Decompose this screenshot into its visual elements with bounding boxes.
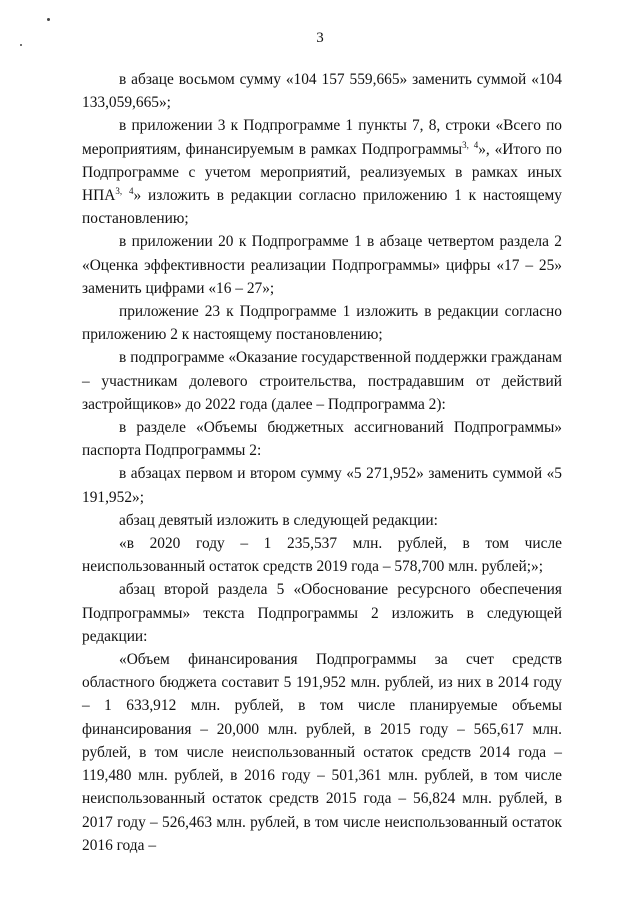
page-number: 3	[316, 30, 324, 46]
paragraph-text: » изложить в редакции согласно приложению 1 к настоящему постановлению;	[82, 187, 562, 228]
footnote-ref: 4	[473, 139, 479, 150]
paragraph: в разделе «Объемы бюджетных ассигнований Подпрограммы» паспорта Подпрограммы 2:	[82, 419, 562, 460]
footnote-ref: 3,	[115, 185, 123, 196]
paragraph: абзац второй раздела 5 «Обоснование ресурсного обеспечения Подпрограммы» текста Подпрограммы 2 изложить в следующей редакции:	[82, 581, 562, 645]
paragraph-text: в приложении 3 к Подпрограмме 1 пункты 7, 8, строки «Всего по мероприятиям, финансируемым в рамках Подпрограммы	[82, 117, 562, 158]
paragraph: абзац девятый изложить в следующей редакции:	[119, 511, 438, 529]
footnote-ref: 4	[128, 185, 134, 196]
paragraph: в абзацах первом и втором сумму «5 271,952» заменить суммой «5 191,952»;	[82, 465, 562, 506]
paragraph-text: », «Итого по Подпрограмме с учетом мероприятий, реализуемых в рамках иных НПА	[82, 140, 562, 205]
footnote-ref: 3,	[462, 139, 469, 150]
paragraph: в приложении 20 к Подпрограмме 1 в абзаце четвертом раздела 2 «Оценка эффективности реализации Подпрограммы» цифры «17 – 25» заменить цифрами «16 – 27»;	[82, 233, 562, 297]
paragraph: «Объем финансирования Подпрограммы за счет средств областного бюджета составит 5 191,952 млн. рублей, из них в 2014 году – 1 633,912 млн. рублей, в том числе планируемые объемы финансирования – 20,000 млн. рублей, в 2015 году – 565,617 млн. рублей, в том числе неиспользованный остаток средств 2014 года – 119,480 млн. рублей, в 2016 году – 501,361 млн. рублей, в том числе неиспользованный остаток средств 2015 года – 56,824 млн. рублей, в 2017 году – 526,463 млн. рублей, в том числе неиспользованный остаток 2016 года –	[82, 651, 562, 854]
paragraph: приложение 23 к Подпрограмме 1 изложить в редакции согласно приложению 2 к настоящему постановлению;	[82, 303, 562, 344]
paragraph: в подпрограмме «Оказание государственной поддержки гражданам – участникам долевого строительства, пострадавшим от действий застройщиков» до 2022 года (далее – Подпрограмма 2):	[82, 349, 562, 413]
paragraph: «в 2020 году – 1 235,537 млн. рублей, в том числе неиспользованный остаток средств 2019 года – 578,700 млн. рублей;»;	[82, 535, 562, 576]
document-body	[82, 68, 562, 857]
paragraph-with-footnotes	[82, 114, 562, 230]
scan-speck	[47, 18, 50, 21]
paragraph: в абзаце восьмом сумму «104 157 559,665» заменить суммой «104 133,059,665»;	[82, 71, 562, 112]
